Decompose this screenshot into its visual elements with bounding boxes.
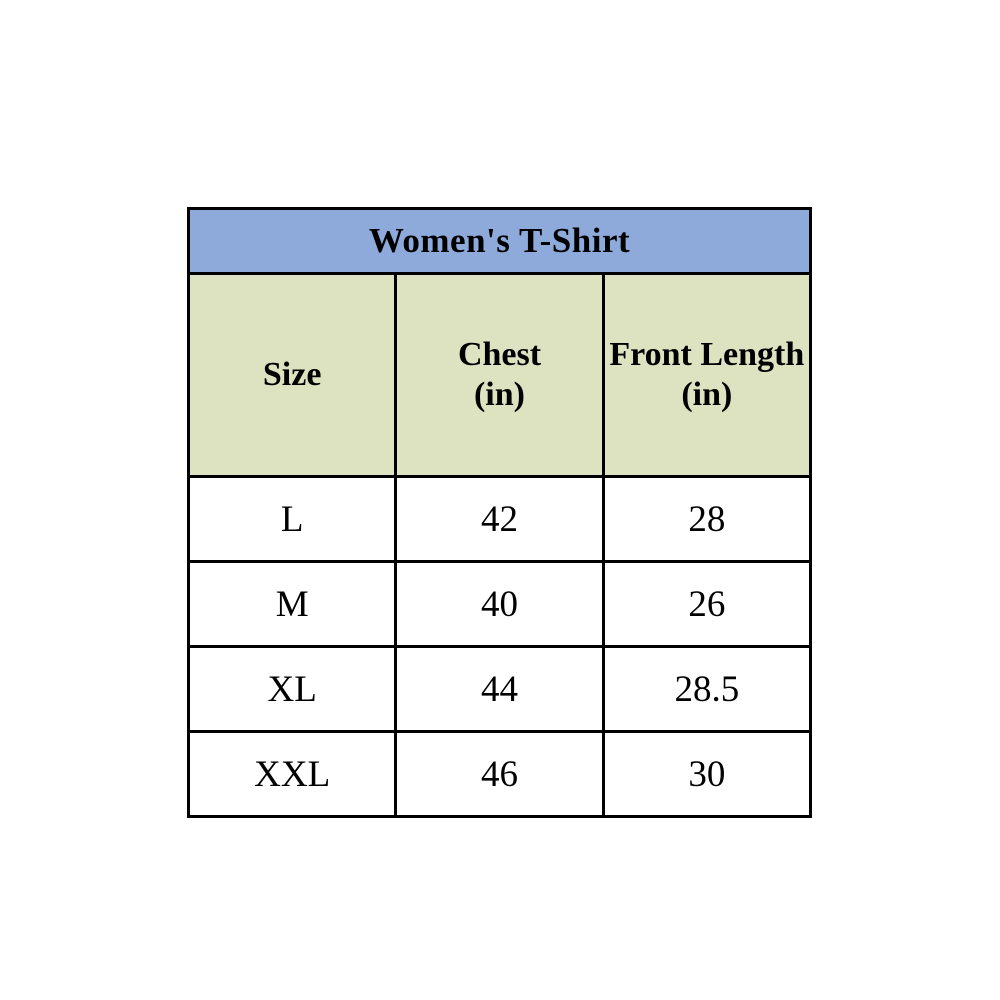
cell-size: XL — [189, 647, 396, 732]
cell-front-length: 28.5 — [603, 647, 810, 732]
cell-front-length: 28 — [603, 477, 810, 562]
table-header-row — [189, 274, 811, 477]
header-unit-chest: (in) — [473, 376, 525, 413]
cell-size: M — [189, 562, 396, 647]
size-chart-table — [187, 207, 812, 818]
cell-front-length: 30 — [603, 732, 810, 817]
table-title: Women's T-Shirt — [189, 209, 811, 274]
cell-chest: 40 — [396, 562, 603, 647]
table-row — [189, 647, 811, 732]
header-unit-front-length: (in) — [681, 376, 733, 413]
cell-size: L — [189, 477, 396, 562]
cell-size: XXL — [189, 732, 396, 817]
header-label-front-length: Front Length — [609, 335, 805, 373]
cell-chest: 44 — [396, 647, 603, 732]
table-row — [189, 732, 811, 817]
header-label-chest: Chest — [457, 335, 542, 373]
header-cell-size — [189, 274, 396, 477]
header-cell-chest — [396, 274, 603, 477]
cell-chest: 42 — [396, 477, 603, 562]
table-row — [189, 477, 811, 562]
header-label-size: Size — [262, 355, 322, 393]
table-title-row — [189, 209, 811, 274]
cell-chest: 46 — [396, 732, 603, 817]
header-cell-front-length — [603, 274, 810, 477]
cell-front-length: 26 — [603, 562, 810, 647]
table-row — [189, 562, 811, 647]
